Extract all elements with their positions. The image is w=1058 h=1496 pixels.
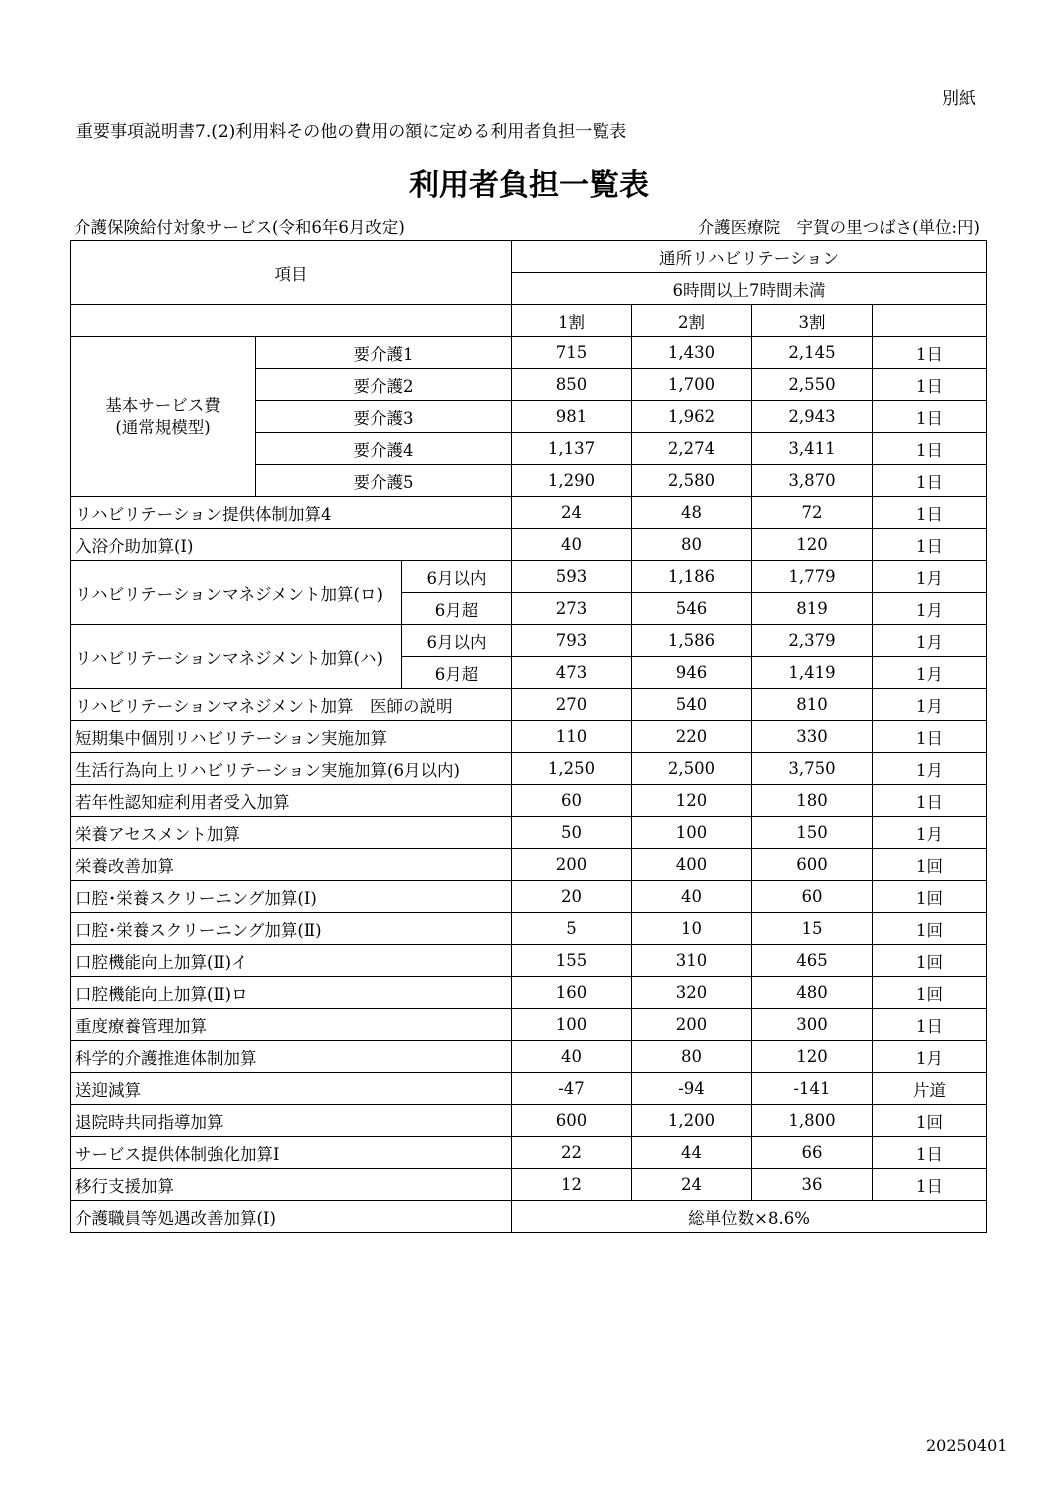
cell-2wari: 1,186 [632, 561, 752, 593]
period-label: 6月超 [402, 593, 512, 625]
page-title: 利用者負担一覧表 [409, 168, 649, 203]
cell-3wari: 2,943 [752, 401, 873, 433]
cell-1wari: 110 [512, 721, 632, 753]
cell-1wari: 273 [512, 593, 632, 625]
table-row [71, 1137, 987, 1169]
cell-unit: 1日 [873, 721, 987, 753]
cell-1wari: 24 [512, 497, 632, 529]
cell-2wari: 320 [632, 977, 752, 1009]
cell-1wari: 593 [512, 561, 632, 593]
table-row [71, 913, 987, 945]
basic-service-scale: (通常規模型) [115, 417, 211, 437]
table-row [71, 785, 987, 817]
table-row [71, 1009, 987, 1041]
col-header-unit [873, 305, 987, 337]
row-label: 移行支援加算 [71, 1169, 512, 1201]
row-label: 生活行為向上リハビリテーション実施加算(6月以内) [71, 753, 512, 785]
cell-1wari: 1,250 [512, 753, 632, 785]
row-label: 栄養改善加算 [71, 849, 512, 881]
cell-2wari: 40 [632, 881, 752, 913]
cell-unit: 1回 [873, 881, 987, 913]
item-header: 項目 [71, 241, 512, 305]
cell-2wari: 24 [632, 1169, 752, 1201]
cell-1wari: 1,137 [512, 433, 632, 465]
row-label: 重度療養管理加算 [71, 1009, 512, 1041]
cell-unit: 1月 [873, 753, 987, 785]
table-header-row [71, 305, 987, 337]
cell-3wari: 2,379 [752, 625, 873, 657]
period-label: 6月超 [402, 657, 512, 689]
cell-1wari: 793 [512, 625, 632, 657]
cell-unit: 1日 [873, 529, 987, 561]
table-row [71, 1073, 987, 1105]
cell-3wari: 3,411 [752, 433, 873, 465]
addition-items [71, 689, 987, 1201]
cell-unit: 1回 [873, 977, 987, 1009]
cell-unit: 1日 [873, 337, 987, 369]
row-label: リハビリテーションマネジメント加算(ハ) [71, 625, 402, 689]
cell-unit: 1月 [873, 689, 987, 721]
col-header-1wari: 1割 [512, 305, 632, 337]
cell-1wari: 600 [512, 1105, 632, 1137]
cell-1wari: 473 [512, 657, 632, 689]
row-label: リハビリテーション提供体制加算4 [71, 497, 512, 529]
cell-unit: 1月 [873, 817, 987, 849]
cell-1wari: 20 [512, 881, 632, 913]
cell-2wari: 2,500 [632, 753, 752, 785]
col-header-2wari: 2割 [632, 305, 752, 337]
table-row [71, 689, 987, 721]
cell-unit: 1回 [873, 849, 987, 881]
cell-2wari: 200 [632, 1009, 752, 1041]
cell-unit: 1日 [873, 401, 987, 433]
cell-2wari: 48 [632, 497, 752, 529]
cell-1wari: 60 [512, 785, 632, 817]
document-reference: 重要事項説明書7.(2)利用料その他の費用の額に定める利用者負担一覧表 [76, 122, 627, 142]
period-label: 6月以内 [402, 561, 512, 593]
table-row [71, 977, 987, 1009]
cell-1wari: 270 [512, 689, 632, 721]
row-label: 口腔機能向上加算(Ⅱ)ロ [71, 977, 512, 1009]
cell-unit: 1日 [873, 785, 987, 817]
period-label: 6月以内 [402, 625, 512, 657]
care-level: 要介護2 [256, 369, 512, 401]
facility-unit-label: 介護医療院 宇賀の里つばさ(単位:円) [697, 218, 980, 237]
table-row [71, 625, 987, 657]
cell-3wari: 15 [752, 913, 873, 945]
row-label: リハビリテーションマネジメント加算(ロ) [71, 561, 402, 625]
cell-unit: 1月 [873, 657, 987, 689]
cell-2wari: 540 [632, 689, 752, 721]
cell-3wari: 2,550 [752, 369, 873, 401]
cell-3wari: 150 [752, 817, 873, 849]
cell-2wari: 120 [632, 785, 752, 817]
cell-unit: 1回 [873, 1105, 987, 1137]
cell-2wari: 310 [632, 945, 752, 977]
col-header-3wari: 3割 [752, 305, 873, 337]
cell-2wari: 946 [632, 657, 752, 689]
cell-3wari: 3,870 [752, 465, 873, 497]
table-row [71, 529, 987, 561]
cell-2wari: 400 [632, 849, 752, 881]
cell-3wari: 810 [752, 689, 873, 721]
row-label: サービス提供体制強化加算Ⅰ [71, 1137, 512, 1169]
attachment-label: 別紙 [942, 89, 976, 109]
row-label: 口腔･栄養スクリーニング加算(Ⅰ) [71, 881, 512, 913]
duration-header: 6時間以上7時間未満 [512, 273, 987, 305]
document-code: 20250401 [926, 1436, 1008, 1455]
table-row [71, 721, 987, 753]
service-header: 通所リハビリテーション [512, 241, 987, 273]
cell-2wari: 10 [632, 913, 752, 945]
cell-3wari: 300 [752, 1009, 873, 1041]
cell-3wari: 3,750 [752, 753, 873, 785]
cell-1wari: 850 [512, 369, 632, 401]
rate-formula: 総単位数×8.6% [512, 1201, 987, 1233]
table-row [71, 753, 987, 785]
cell-3wari: 60 [752, 881, 873, 913]
cell-unit: 1日 [873, 497, 987, 529]
cell-unit: 1回 [873, 945, 987, 977]
cell-1wari: 12 [512, 1169, 632, 1201]
cell-2wari: 1,430 [632, 337, 752, 369]
fee-table [70, 240, 987, 1233]
table-row [71, 1105, 987, 1137]
cell-1wari: -47 [512, 1073, 632, 1105]
cell-3wari: 465 [752, 945, 873, 977]
cell-unit: 片道 [873, 1073, 987, 1105]
cell-1wari: 40 [512, 529, 632, 561]
cell-1wari: 5 [512, 913, 632, 945]
cell-unit: 1日 [873, 433, 987, 465]
table-row [71, 881, 987, 913]
cell-2wari: 100 [632, 817, 752, 849]
row-label: リハビリテーションマネジメント加算 医師の説明 [71, 689, 512, 721]
cell-2wari: 1,586 [632, 625, 752, 657]
cell-unit: 1日 [873, 465, 987, 497]
cell-unit: 1月 [873, 625, 987, 657]
table-row [71, 497, 987, 529]
row-label: 送迎減算 [71, 1073, 512, 1105]
row-label: 口腔･栄養スクリーニング加算(Ⅱ) [71, 913, 512, 945]
cell-2wari: 220 [632, 721, 752, 753]
cell-1wari: 22 [512, 1137, 632, 1169]
blank-header [71, 305, 512, 337]
cell-3wari: -141 [752, 1073, 873, 1105]
cell-1wari: 155 [512, 945, 632, 977]
cell-1wari: 715 [512, 337, 632, 369]
cell-3wari: 819 [752, 593, 873, 625]
cell-2wari: 1,700 [632, 369, 752, 401]
cell-3wari: 1,419 [752, 657, 873, 689]
cell-1wari: 40 [512, 1041, 632, 1073]
cell-3wari: 120 [752, 1041, 873, 1073]
cell-3wari: 180 [752, 785, 873, 817]
table-row [71, 817, 987, 849]
care-level: 要介護3 [256, 401, 512, 433]
cell-1wari: 1,290 [512, 465, 632, 497]
cell-2wari: 1,962 [632, 401, 752, 433]
cell-unit: 1月 [873, 561, 987, 593]
cell-2wari: 80 [632, 1041, 752, 1073]
row-label: 介護職員等処遇改善加算(Ⅰ) [71, 1201, 512, 1233]
row-label: 栄養アセスメント加算 [71, 817, 512, 849]
cell-3wari: 72 [752, 497, 873, 529]
cell-unit: 1日 [873, 1169, 987, 1201]
cell-unit: 1日 [873, 1009, 987, 1041]
cell-2wari: 546 [632, 593, 752, 625]
care-level: 要介護1 [256, 337, 512, 369]
table-row [71, 1201, 987, 1233]
service-scope-label: 介護保険給付対象サービス(令和6年6月改定) [74, 218, 405, 237]
row-label: 口腔機能向上加算(Ⅱ)イ [71, 945, 512, 977]
table-row [71, 849, 987, 881]
cell-2wari: 1,200 [632, 1105, 752, 1137]
table-row [71, 561, 987, 593]
care-level: 要介護4 [256, 433, 512, 465]
table-row [71, 945, 987, 977]
row-label: 若年性認知症利用者受入加算 [71, 785, 512, 817]
cell-3wari: 330 [752, 721, 873, 753]
cell-3wari: 2,145 [752, 337, 873, 369]
cell-unit: 1月 [873, 593, 987, 625]
cell-3wari: 120 [752, 529, 873, 561]
cell-2wari: 2,580 [632, 465, 752, 497]
cell-3wari: 600 [752, 849, 873, 881]
cell-unit: 1日 [873, 1137, 987, 1169]
row-label: 退院時共同指導加算 [71, 1105, 512, 1137]
basic-service-group [71, 337, 256, 497]
table-row [71, 1041, 987, 1073]
cell-2wari: 2,274 [632, 433, 752, 465]
cell-3wari: 480 [752, 977, 873, 1009]
row-label: 科学的介護推進体制加算 [71, 1041, 512, 1073]
cell-2wari: 44 [632, 1137, 752, 1169]
row-label: 短期集中個別リハビリテーション実施加算 [71, 721, 512, 753]
cell-1wari: 981 [512, 401, 632, 433]
cell-1wari: 50 [512, 817, 632, 849]
cell-unit: 1回 [873, 913, 987, 945]
cell-2wari: 80 [632, 529, 752, 561]
cell-3wari: 36 [752, 1169, 873, 1201]
cell-1wari: 100 [512, 1009, 632, 1041]
basic-service-label: 基本サービス費 [105, 395, 221, 415]
cell-1wari: 160 [512, 977, 632, 1009]
row-label: 入浴介助加算(Ⅰ) [71, 529, 512, 561]
cell-2wari: -94 [632, 1073, 752, 1105]
cell-1wari: 200 [512, 849, 632, 881]
cell-3wari: 66 [752, 1137, 873, 1169]
cell-3wari: 1,800 [752, 1105, 873, 1137]
cell-unit: 1日 [873, 369, 987, 401]
table-header-row [71, 241, 987, 273]
table-row [71, 337, 987, 369]
care-level: 要介護5 [256, 465, 512, 497]
cell-unit: 1月 [873, 1041, 987, 1073]
cell-3wari: 1,779 [752, 561, 873, 593]
table-row [71, 1169, 987, 1201]
